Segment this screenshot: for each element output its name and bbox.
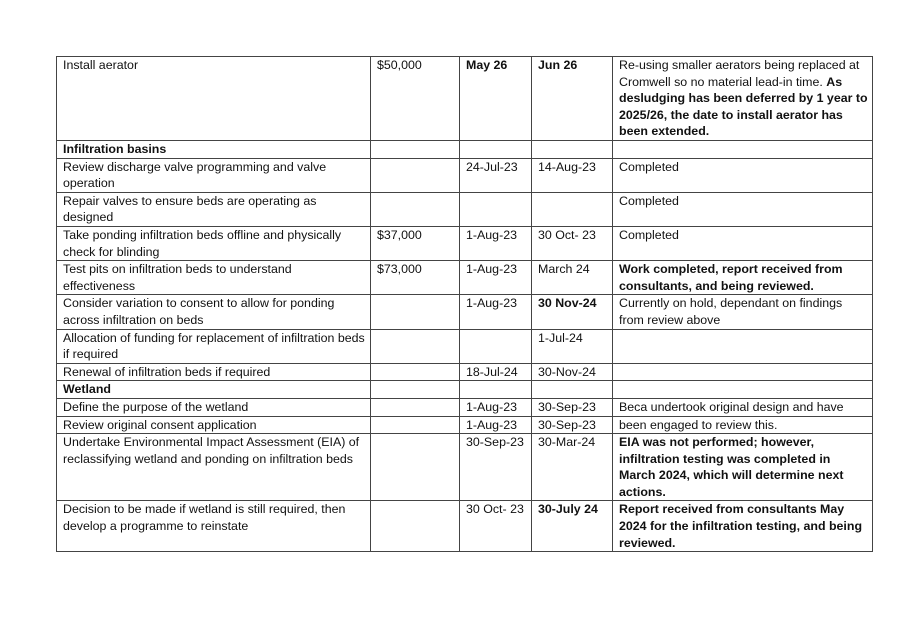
table-row — [57, 416, 873, 434]
start-date-cell — [460, 329, 532, 363]
comment-cell — [613, 434, 873, 501]
task-cell: Allocation of funding for replacement of infiltration beds if required — [57, 329, 371, 363]
table-row — [57, 295, 873, 329]
cost-cell — [371, 501, 460, 552]
start-date-cell: May 26 — [460, 57, 532, 141]
comment-text: Re-using smaller aerators being replaced at Cromwell so no material lead-in time. — [619, 58, 860, 89]
end-date-cell: Jun 26 — [532, 57, 613, 141]
end-date-cell: 30-Sep-23 — [532, 416, 613, 434]
action-plan-table — [56, 56, 873, 552]
comment-text: Completed — [619, 159, 679, 174]
empty-cell — [460, 381, 532, 399]
comment-cell — [613, 329, 873, 363]
task-cell: Review discharge valve programming and valve operation — [57, 158, 371, 192]
comment-text: been engaged to review this. — [619, 417, 778, 432]
comment-cell — [613, 158, 873, 192]
comment-cell — [613, 398, 873, 416]
table-row — [57, 398, 873, 416]
section-title: Infiltration basins — [57, 141, 371, 159]
cost-cell — [371, 416, 460, 434]
cost-cell — [371, 295, 460, 329]
end-date-cell: 30-Sep-23 — [532, 398, 613, 416]
end-date-cell: 14-Aug-23 — [532, 158, 613, 192]
table-row — [57, 501, 873, 552]
section-header-row — [57, 381, 873, 399]
cost-cell — [371, 329, 460, 363]
task-cell: Undertake Environmental Impact Assessment (EIA) of reclassifying wetland and ponding on infiltration beds — [57, 434, 371, 501]
table-row — [57, 363, 873, 381]
section-header-row — [57, 141, 873, 159]
comment-bold-text: EIA was not performed; however, infiltration testing was completed in March 2024, which will determine next actions. — [619, 435, 844, 499]
end-date-cell — [532, 192, 613, 226]
empty-cell — [613, 381, 873, 399]
comment-cell — [613, 261, 873, 295]
task-cell: Renewal of infiltration beds if required — [57, 363, 371, 381]
task-cell: Test pits on infiltration beds to understand effectiveness — [57, 261, 371, 295]
comment-text: Completed — [619, 227, 679, 242]
comment-cell — [613, 192, 873, 226]
table-row — [57, 329, 873, 363]
task-cell: Take ponding infiltration beds offline and physically check for blinding — [57, 226, 371, 260]
comment-bold-text: As desludging has been deferred by 1 year to 2025/26, the date to install aerator has been extended. — [619, 74, 868, 139]
start-date-cell: 1-Aug-23 — [460, 416, 532, 434]
comment-text: Beca undertook original design and have — [619, 399, 844, 414]
empty-cell — [371, 381, 460, 399]
cost-cell — [371, 434, 460, 501]
cost-cell: $73,000 — [371, 261, 460, 295]
start-date-cell: 1-Aug-23 — [460, 398, 532, 416]
section-title: Wetland — [57, 381, 371, 399]
start-date-cell: 24-Jul-23 — [460, 158, 532, 192]
end-date-cell: 30-Mar-24 — [532, 434, 613, 501]
start-date-cell: 1-Aug-23 — [460, 226, 532, 260]
comment-cell — [613, 363, 873, 381]
cost-cell — [371, 158, 460, 192]
start-date-cell — [460, 192, 532, 226]
cost-cell: $37,000 — [371, 226, 460, 260]
comment-text: Completed — [619, 193, 679, 208]
task-cell: Review original consent application — [57, 416, 371, 434]
table-row — [57, 261, 873, 295]
end-date-cell: 30 Oct- 23 — [532, 226, 613, 260]
cost-cell — [371, 398, 460, 416]
task-cell: Define the purpose of the wetland — [57, 398, 371, 416]
comment-bold-text: Report received from consultants May 2024 for the infiltration testing, and being reviewed. — [619, 502, 863, 550]
end-date-cell: 30-Nov-24 — [532, 363, 613, 381]
comment-cell — [613, 295, 873, 329]
table-row — [57, 57, 873, 141]
empty-cell — [371, 141, 460, 159]
cost-cell — [371, 363, 460, 381]
empty-cell — [532, 381, 613, 399]
end-date-cell: March 24 — [532, 261, 613, 295]
task-cell: Consider variation to consent to allow for ponding across infiltration on beds — [57, 295, 371, 329]
start-date-cell: 30 Oct- 23 — [460, 501, 532, 552]
start-date-cell: 18-Jul-24 — [460, 363, 532, 381]
comment-cell — [613, 226, 873, 260]
task-cell: Repair valves to ensure beds are operating as designed — [57, 192, 371, 226]
comment-cell — [613, 57, 873, 141]
empty-cell — [460, 141, 532, 159]
start-date-cell: 1-Aug-23 — [460, 295, 532, 329]
end-date-cell: 30 Nov-24 — [532, 295, 613, 329]
start-date-cell: 30-Sep-23 — [460, 434, 532, 501]
end-date-cell: 30-July 24 — [532, 501, 613, 552]
table-row — [57, 434, 873, 501]
task-cell: Decision to be made if wetland is still required, then develop a programme to reinstate — [57, 501, 371, 552]
table-row — [57, 158, 873, 192]
start-date-cell: 1-Aug-23 — [460, 261, 532, 295]
table-body — [57, 57, 873, 552]
cost-cell: $50,000 — [371, 57, 460, 141]
comment-text: Currently on hold, dependant on findings from review above — [619, 296, 843, 327]
empty-cell — [532, 141, 613, 159]
comment-cell — [613, 501, 873, 552]
cost-cell — [371, 192, 460, 226]
table-row — [57, 226, 873, 260]
task-cell: Install aerator — [57, 57, 371, 141]
end-date-cell: 1-Jul-24 — [532, 329, 613, 363]
comment-cell — [613, 416, 873, 434]
empty-cell — [613, 141, 873, 159]
comment-bold-text: Work completed, report received from consultants, and being reviewed. — [619, 262, 843, 293]
table-row — [57, 192, 873, 226]
